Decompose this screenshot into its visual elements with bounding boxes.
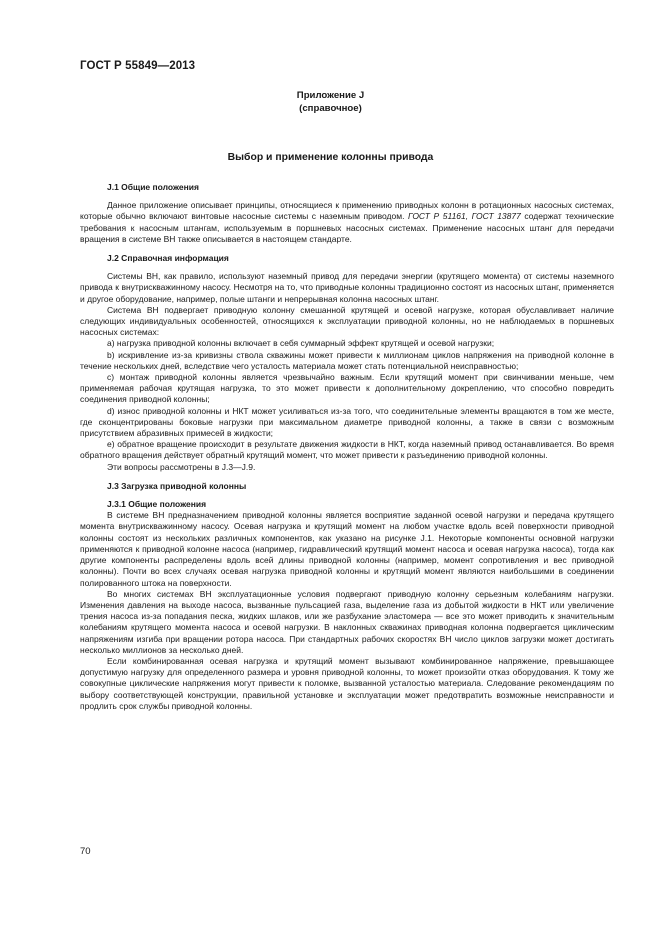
section-heading-j1: J.1 Общие положения <box>107 182 199 192</box>
appendix-subtitle: (справочное) <box>299 102 362 114</box>
section-heading-j3: J.3 Загрузка приводной колонны <box>107 480 247 491</box>
reference-gost-13877: ГОСТ 13877 <box>471 211 521 222</box>
document-body <box>80 182 614 712</box>
document-title: Выбор и применение колонны привода <box>227 152 434 163</box>
list-item-b: b) искривление из-за кривизны ствола скважины может привести к миллионам циклов напряжения на приводной колонне в течение нескольких дней, вследствие чего усталость материала может стать потенциальной неисправностью; <box>80 349 614 371</box>
paragraph-j3-1: В системе ВН предназначением приводной колонны является восприятие заданной осевой нагрузки и передача крутящего момента внутрискважинному насосу. Осевая нагрузка и крутящий момент на любом участке вдоль всей поверхности приводной колонны состоят из нескольких различных компонентов, как указано на рисунке J.1. Некоторые компоненты основной нагрузки применяются к приводной колонне насоса (например, гидравлический крутящий момент насоса и осевая нагрузка насоса), тогда как другие компоненты распределены вдоль всей длины приводной колонны (например, момент сопротивления и вес приводной колонны). Почти во всех случаях осевая нагрузка приводной колонны и крутящий момент являются наибольшими в соединении полированного штока на поверхности. <box>80 510 614 588</box>
paragraph-j3-2: Во многих системах ВН эксплуатационные условия подвергают приводную колонну серьезным колебаниям нагрузки. Изменения давления на выходе насоса, вызванные пульсацией газа, выделение газа из добытой жидкости в НКТ или увеличение трения насоса из-за попадания песка, жидких шлаков, или же разбухание эластомера — все это может приводить к значительным колебаниям крутящего момента насоса и осевой нагрузки. В наклонных скважинах приводная колонна подвергается циклическим напряжениям изгиба при вращении ротора насоса. При стандартных рабочих скоростях ВН число циклов загрузки может достигать несколько миллионов за несколько дней. <box>80 588 614 655</box>
paragraph-j2-2: Система ВН подвергает приводную колонну смешанной крутящей и осевой нагрузке, которая обуславливает наличие следующих индивидуальных особенностей, относящихся к эксплуатации приводной колонны, но не наблюдаемых в поршневых насосных системах: <box>80 304 614 338</box>
appendix-title: Приложение J <box>296 90 365 101</box>
list-item-d: d) износ приводной колонны и НКТ может усиливаться из-за того, что соединительные элементы вращаются в том же месте, где сконцентрированы боковые нагрузки при максимальном диаметре приводной колонны, а также в связи с возможным присутствием абразивных примесей в жидкости; <box>80 405 614 439</box>
list-item-c: c) монтаж приводной колонны является чрезвычайно важным. Если крутящий момент при свинчивании меньше, чем применяемая рабочая крутящая нагрузка, то это может привести к дополнительному докреплению, что способно повредить соединения приводной колонны; <box>80 372 614 405</box>
reference-gost-51161: ГОСТ Р 51161 <box>407 211 466 222</box>
list-item-a: а) нагрузка приводной колонны включает в себя суммарный эффект крутящей и осевой нагрузки; <box>107 338 495 349</box>
paragraph-j3-3: Если комбинированная осевая нагрузка и крутящий момент вызывают комбинированное напряжение, превышающее допустимую нагрузку для определенного размера и уровня приводной колонны, то может произойти отказ оборудования. К тому же совокупные циклические напряжения могут привести к поломке, вызванной усталостью материала. Следование рекомендациям по выбору соответствующей конструкции, правильной установке и эксплуатации может предотвратить возможные неисправности и продлить срок службы приводной колонны. <box>80 655 614 711</box>
appendix-block <box>0 90 661 115</box>
subsection-heading-j3-1: J.3.1 Общие положения <box>107 499 207 510</box>
paragraph-j2-3: Эти вопросы рассмотрены в J.3—J.9. <box>107 461 256 472</box>
section-heading-j2: J.2 Справочная информация <box>107 253 229 264</box>
paragraph-j1-1: Данное приложение описывает принципы, относящиеся к применению приводных колонн в ротационных насосных системах, которые обычно включают винтовые насосные системы с наземным приводом. ГОСТ Р 51161, ГОСТ 13877 содержат технические требования к насосным штангам, используемым в поршневых насосных системах. Применение насосных штанг для передачи вращения в системе ВН также описывается в настоящем стандарте. <box>80 200 614 244</box>
standard-designation: ГОСТ Р 55849—2013 <box>80 60 196 72</box>
list-item-e: e) обратное вращение происходит в результате движения жидкости в НКТ, когда наземный привод останавливается. Во время обратного вращения действует обратный крутящий момент, что может привести к разъединению приводной колонны. <box>80 439 614 461</box>
paragraph-j2-1: Системы ВН, как правило, используют наземный привод для передачи энергии (крутящего момента) от системы наземного привода к внутрискважинному насосу. Несмотря на то, что приводные колонны традиционно состоят из насосных штанг, применяется и другое оборудование, например, полые штанги и непрерывная колонна насосных штанг. <box>80 271 614 304</box>
page-number: 70 <box>80 846 91 857</box>
